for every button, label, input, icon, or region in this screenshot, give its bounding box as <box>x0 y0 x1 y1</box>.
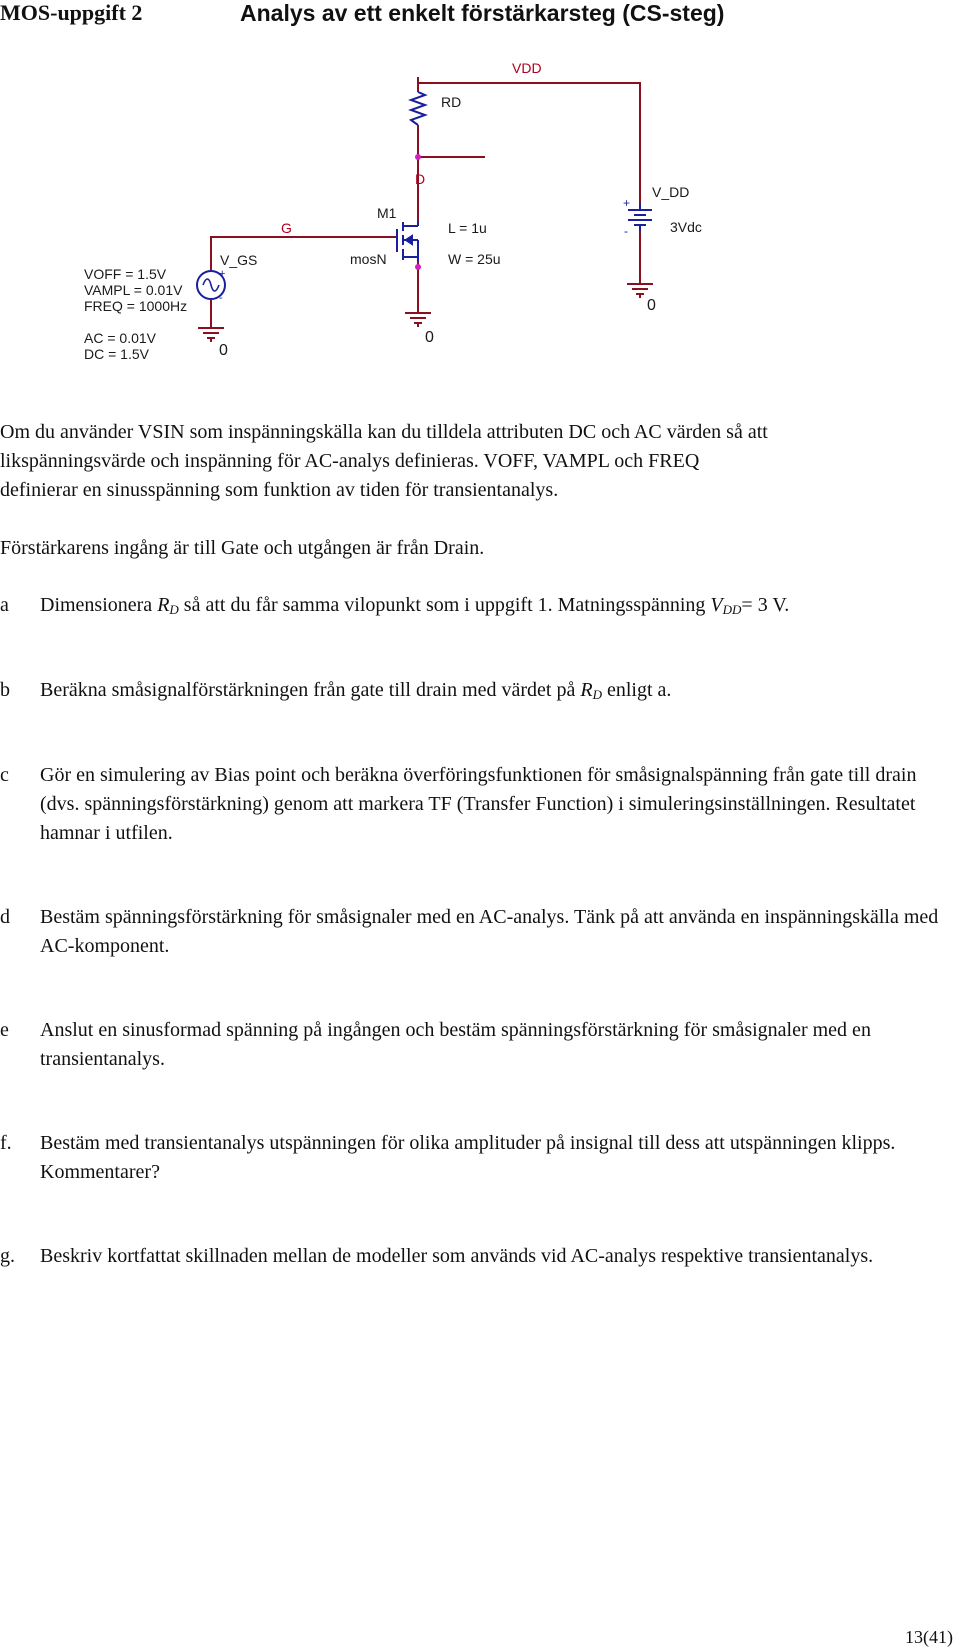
drain-label: D <box>415 171 426 187</box>
task-d-text: Bestäm spänningsförstärkning för småsignaler med en AC-analys. Tänk på att använda en inspänningskälla med AC-komponent. <box>40 906 939 957</box>
task-d-letter: d <box>0 906 10 928</box>
input-output-paragraph: Förstärkarens ingång är till Gate och utgången är från Drain. <box>0 537 485 559</box>
length-label: L = 1u <box>448 220 487 236</box>
task-g-letter: g. <box>0 1245 15 1267</box>
task-g-text: Beskriv kortfattat skillnaden mellan de modeller som används vid AC-analys respektive transientanalys. <box>40 1245 874 1267</box>
svg-text:+: + <box>219 268 226 280</box>
task-a-letter: a <box>0 594 9 616</box>
v-gs-source <box>197 268 225 304</box>
v-gs-label: V_GS <box>220 252 258 268</box>
intro-line-3: definierar en sinusspänning som funktion av tiden för transientanalys. <box>0 479 559 501</box>
intro-line-2: likspänningsvärde och inspänning för AC-analys definieras. <box>0 450 479 472</box>
task-f-text: Bestäm med transientanalys utspänningen för olika amplituder på insignal till dess att utspänningen klipps. Kommentarer? <box>40 1132 896 1183</box>
task-f <box>0 1129 945 1187</box>
source-node-dot <box>415 264 421 270</box>
source-param-ac: AC = 0.01V <box>84 330 156 346</box>
task-e-letter: e <box>0 1019 9 1041</box>
task-c <box>0 761 945 848</box>
assignment-text <box>0 418 945 1300</box>
page-title: Analys av ett enkelt förstärkarsteg (CS-steg) <box>240 0 725 26</box>
task-c-text: Gör en simulering av Bias point och beräkna överföringsfunktionen för småsignalspänning från gate till drain (dvs. spänningsförstärkning) genom att markera TF (Transfer Function) i simuleringsinställningen. Resultatet hamnar i utfilen. <box>40 764 917 844</box>
task-d <box>0 903 945 961</box>
intro-paragraph <box>0 418 945 505</box>
vdd-net-label: VDD <box>512 60 542 76</box>
v-dd-battery <box>628 204 652 231</box>
task-f-letter: f. <box>0 1132 12 1154</box>
source-param-freq: FREQ = 1000Hz <box>84 298 188 314</box>
v-dd-source-label: V_DD <box>652 184 690 200</box>
source-param-vampl: VAMPL = 0.01V <box>84 282 183 298</box>
cs-amplifier-schematic <box>0 55 760 385</box>
task-a-text: Dimensionera $R_D$ så att du får samma vilopunkt som i uppgift 1. Matningsspänning $V_{DD}= 3$ V. <box>40 594 790 617</box>
v-dd-value-label: 3Vdc <box>670 219 702 235</box>
task-c-letter: c <box>0 764 9 786</box>
task-g <box>0 1242 945 1271</box>
ground-label-source: 0 <box>425 329 434 346</box>
model-label: mosN <box>350 251 387 267</box>
task-number-heading: MOS-uppgift 2 <box>0 0 143 25</box>
rd-resistor <box>411 92 425 125</box>
battery-plus-sign: + <box>623 196 631 210</box>
svg-text:-: - <box>219 292 223 304</box>
intro-line-1: Om du använder VSIN som inspänningskälla kan du tilldela attributen DC och AC värden så att <box>0 421 768 443</box>
source-param-voff: VOFF = 1.5V <box>84 266 167 282</box>
m1-transistor <box>397 222 418 261</box>
m1-label: M1 <box>377 205 397 221</box>
task-b-text: Beräkna småsignalförstärkningen från gate till drain med värdet på $R_D$ enligt a. <box>40 679 672 702</box>
task-b <box>0 676 945 709</box>
drain-node-dot <box>415 154 421 160</box>
page-number: 13(41) <box>905 1627 953 1647</box>
width-label: W = 25u <box>448 251 501 267</box>
rd-label: RD <box>441 94 462 110</box>
ground-label-gate: 0 <box>219 342 228 359</box>
source-param-dc: DC = 1.5V <box>84 346 149 362</box>
battery-minus-sign: - <box>624 224 628 238</box>
task-e-text: Anslut en sinusformad spänning på ingången och bestäm spänningsförstärkning för småsignaler med en transientanalys. <box>40 1019 871 1070</box>
task-a <box>0 591 945 624</box>
intro-line-2b: VOFF, VAMPL och FREQ <box>478 450 700 472</box>
gate-label: G <box>281 220 292 236</box>
task-b-letter: b <box>0 679 10 701</box>
ground-label-vdd: 0 <box>647 297 656 314</box>
task-e <box>0 1016 945 1074</box>
